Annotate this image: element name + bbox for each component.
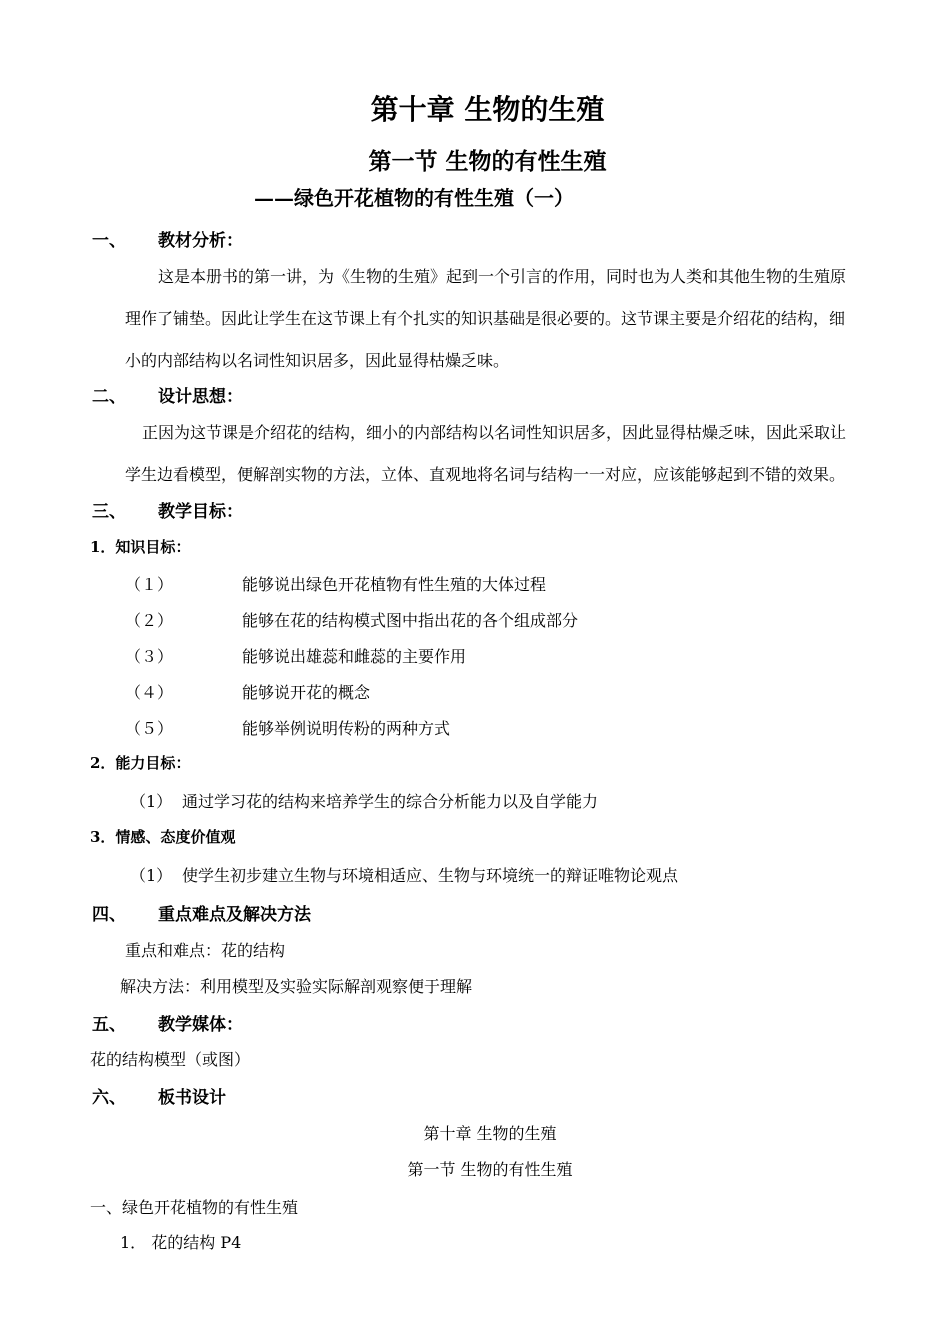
goal-number: （５） [125,719,174,738]
emotion-goal-number: （1） [130,866,173,885]
board-item: 一、绿色开花植物的有性生殖 [90,1198,299,1217]
teaching-media-line: 花的结构模型（或图） [90,1050,251,1069]
goal-number: （１） [125,575,174,594]
chapter-title: 第十章 生物的生殖 [370,93,605,126]
key-points-line: 重点和难点：花的结构 [125,941,286,960]
s3-number: 三、 [92,502,126,522]
s6-number: 六、 [92,1088,126,1108]
goal-number: （４） [125,683,174,702]
section-title: 第一节 生物的有性生殖 [368,148,607,175]
s1-paragraph-line: 小的内部结构以名词性知识居多，因此显得枯燥乏味。 [125,351,510,370]
board-section-title: 第一节 生物的有性生殖 [407,1160,573,1179]
goal-text: 能够说出绿色开花植物有性生殖的大体过程 [242,575,547,594]
s1-paragraph-line: 理作了铺垫。因此让学生在这节课上有个扎实的知识基础是很必要的。这节课主要是介绍花的结构，细 [125,309,846,328]
goal-number: （３） [125,647,174,666]
goal-text: 能够说开花的概念 [242,683,371,702]
ability-goal-number: （1） [130,792,173,811]
goal-number: （２） [125,611,174,630]
s6-heading: 板书设计 [158,1088,226,1108]
ability-goal-text: 通过学习花的结构来培养学生的综合分析能力以及自学能力 [182,792,599,811]
emotion-goals-heading: 3．情感、态度价值观 [90,828,236,846]
s3-heading: 教学目标： [158,502,243,522]
s5-heading: 教学媒体： [158,1015,243,1035]
s4-number: 四、 [92,905,126,925]
subtitle: ——绿色开花植物的有性生殖（一） [254,186,574,210]
s1-number: 一、 [92,231,126,251]
goal-text: 能够说出雄蕊和雌蕊的主要作用 [242,647,467,666]
s2-paragraph-line: 学生边看模型，便解剖实物的方法，立体、直观地将名词与结构一一对应，应该能够起到不错的效果。 [125,465,846,484]
ability-goals-heading: 2．能力目标： [90,754,191,772]
s2-heading: 设计思想： [158,387,243,407]
solution-line: 解决方法：利用模型及实验实际解剖观察便于理解 [120,977,473,996]
s4-heading: 重点难点及解决方法 [158,905,311,925]
goal-text: 能够举例说明传粉的两种方式 [242,719,451,738]
s2-paragraph-line: 正因为这节课是介绍花的结构，细小的内部结构以名词性知识居多，因此显得枯燥乏味，因此采取让 [142,423,847,442]
goal-text: 能够在花的结构模式图中指出花的各个组成部分 [242,611,579,630]
board-item: 1． 花的结构 P4 [120,1233,242,1252]
knowledge-goals-heading: 1．知识目标： [90,538,191,556]
s1-heading: 教材分析： [158,231,243,251]
board-chapter-title: 第十章 生物的生殖 [423,1124,557,1143]
emotion-goal-text: 使学生初步建立生物与环境相适应、生物与环境统一的辩证唯物论观点 [182,866,679,885]
s5-number: 五、 [92,1015,126,1035]
s2-number: 二、 [92,387,126,407]
s1-paragraph-line: 这是本册书的第一讲，为《生物的生殖》起到一个引言的作用，同时也为人类和其他生物的生殖原 [158,267,847,286]
